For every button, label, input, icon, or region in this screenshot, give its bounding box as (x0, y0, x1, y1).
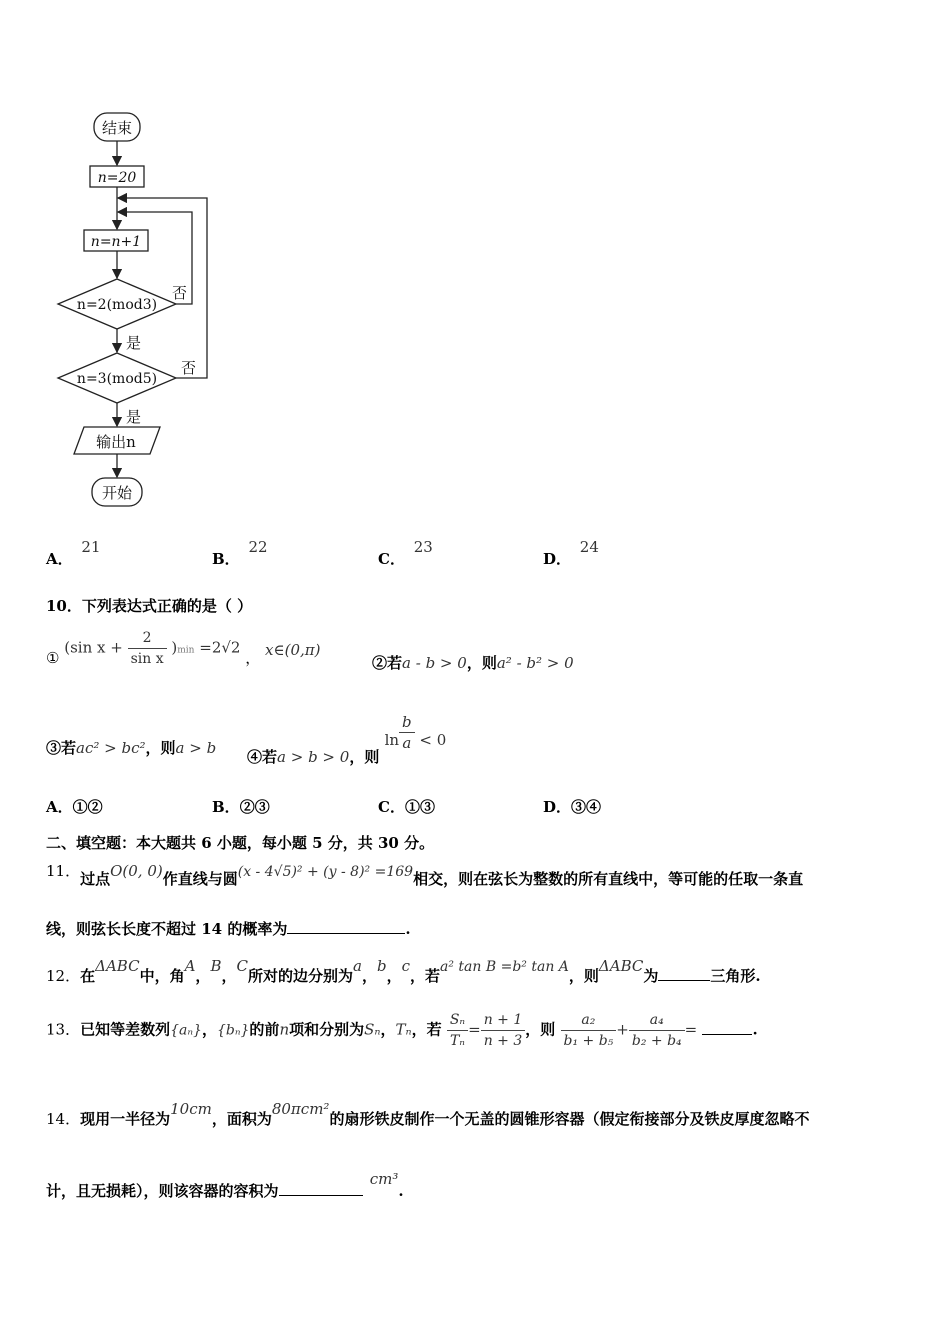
s2-pre: ②若 (372, 654, 403, 672)
q9-option-b (212, 538, 268, 569)
q14-line2 (46, 1168, 404, 1200)
s3-pre: ③若 (46, 739, 77, 757)
option-value: 22 (248, 538, 268, 556)
frac-num: n + 1 (481, 1010, 526, 1031)
option-value: ③④ (571, 798, 602, 816)
q11-point: O(0, 0) (110, 862, 163, 880)
s1-fraction (128, 628, 167, 669)
flow-output-label: 输出n (96, 433, 136, 451)
s4-num: b (399, 712, 415, 733)
s2-mid: ，则 (466, 654, 497, 672)
q11-end: . (405, 920, 411, 938)
q12-angle-c: C (236, 957, 248, 975)
q11-circle: (x - 4√5)² + (y - 8)² =169 (237, 864, 414, 880)
q14-text: ，面积为 (211, 1110, 272, 1128)
q13-sep: ， (201, 1020, 217, 1039)
q13-eq: = (684, 1020, 698, 1039)
q14-radius: 10cm (170, 1100, 212, 1118)
q12-sep: ， (221, 967, 237, 985)
q13-end: . (752, 1020, 758, 1039)
q12-side-b: b (376, 957, 387, 975)
flow-cond1-label: n=2(mod3) (76, 297, 158, 313)
q14-text: 计，且无损耗），则该容器的容积为 (46, 1182, 279, 1200)
q14-number: 14． (46, 1110, 81, 1128)
q12-sep: ， (386, 967, 402, 985)
q10-statement-1 (46, 628, 320, 678)
s1-min: min (177, 645, 195, 656)
q13-seq-b: {bₙ} (216, 1022, 250, 1039)
option-value: 21 (81, 538, 101, 556)
q13-sn: Sₙ (364, 1020, 381, 1039)
flow-cond2-label: n=3(mod5) (76, 371, 158, 387)
s1-num: 2 (128, 628, 167, 649)
q13-text: 的前 (249, 1020, 280, 1039)
q11-line2 (46, 918, 411, 939)
flow-incr-label: n=n+1 (90, 234, 142, 250)
flow-no2-label: 否 (181, 359, 197, 377)
frac-den: Tₙ (449, 1033, 465, 1049)
q10-statement-4 (247, 712, 447, 766)
s3-mid: ，则 (145, 739, 176, 757)
q12-side-a: a (352, 957, 362, 975)
s2-res: a² - b² > 0 (496, 654, 574, 672)
q11-text: 作直线与圆 (162, 870, 238, 888)
s3-cond: ac² > bc² (76, 739, 146, 757)
q10-stem: 10．下列表达式正确的是（ ） (46, 597, 253, 615)
frac-num: Sₙ (447, 1010, 468, 1031)
answer-blank[interactable] (702, 1020, 752, 1035)
q9-option-a (46, 538, 101, 569)
q13-frac-st (447, 1010, 468, 1051)
option-letter: C． (378, 550, 405, 568)
q13-seq-a: {aₙ} (170, 1022, 202, 1039)
option-value: ①③ (404, 798, 435, 816)
q13-text: 项和分别为 (289, 1020, 365, 1039)
s1-comma: ， (245, 648, 261, 667)
q12-text: ，若 (409, 967, 440, 985)
option-value: 23 (413, 538, 433, 556)
q10-statement-3 (46, 737, 216, 758)
q11-text: 过点 (80, 870, 111, 888)
option-letter: D． (543, 550, 572, 568)
q12-angle-b: B (210, 957, 222, 975)
option-letter: B． (212, 550, 240, 568)
q9-option-d (543, 538, 599, 569)
flow-no1-label: 否 (172, 284, 188, 302)
option-value: 24 (579, 538, 599, 556)
q12-sep: ， (195, 967, 211, 985)
q14-text: 现用一半径为 (80, 1110, 171, 1128)
q13-frac-a2 (561, 1010, 617, 1051)
q13-line (46, 1010, 758, 1051)
s4-rel: < 0 (414, 730, 447, 749)
s4-pre: ④若 (247, 747, 278, 766)
q12-line (46, 955, 761, 985)
q10-statement-2 (372, 652, 574, 673)
q12-text: 为 (643, 967, 659, 985)
section-heading: 二、填空题：本大题共 6 小题，每小题 5 分，共 30 分。 (46, 834, 435, 852)
s1-eq: =2√2 (199, 638, 241, 657)
option-value: ①② (72, 798, 103, 816)
option-letter: A． (46, 550, 73, 568)
q13-sep: ， (380, 1020, 396, 1039)
q12-triangle: ΔABC (95, 957, 140, 975)
q12-text: 三角形. (710, 967, 761, 985)
s1-mark: ① (46, 648, 60, 667)
q10-option-a (46, 796, 103, 817)
option-value: ②③ (239, 798, 270, 816)
option-letter: D． (543, 798, 572, 816)
q10-option-d (543, 796, 601, 817)
s1-domain: x∈(0,π) (265, 640, 321, 659)
flow-end-label: 结束 (101, 119, 133, 137)
flow-yes2-label: 是 (126, 408, 142, 426)
q12-text: 所对的边分别为 (247, 967, 353, 985)
q12-triangle-2: ΔABC (598, 957, 644, 975)
s4-ln: ln (384, 730, 400, 749)
q12-angle-a: A (184, 957, 196, 975)
q13-text: ，若 (411, 1020, 442, 1039)
q12-sep: ， (361, 967, 377, 985)
frac-num: a₄ (629, 1010, 685, 1031)
q13-text: 已知等差数列 (80, 1020, 171, 1039)
answer-blank[interactable] (287, 919, 405, 934)
q11-number: 11． (46, 862, 81, 880)
q14-area: 80πcm² (271, 1100, 330, 1118)
s1-post: ) (171, 638, 178, 657)
s3-res: a > b (175, 739, 217, 757)
s1-pre: (sin x + (64, 638, 128, 657)
q12-side-c: c (401, 957, 410, 975)
q11-line1 (46, 860, 804, 888)
option-letter: B． (212, 798, 240, 816)
q11-text: 线，则弦长长度不超过 14 的概率为 (46, 920, 288, 938)
q13-tn: Tₙ (395, 1020, 412, 1039)
flow-init-label: n=20 (97, 170, 137, 186)
flow-start-label: 开始 (101, 484, 133, 502)
q10-option-c (378, 796, 435, 817)
q14-line1 (46, 1098, 810, 1128)
option-letter: A． (46, 798, 73, 816)
q13-frac-n (481, 1010, 526, 1051)
flowchart (0, 0, 260, 520)
q14-text: 的扇形铁皮制作一个无盖的圆锥形容器（假定衔接部分及铁皮厚度忽略不 (329, 1110, 810, 1128)
q13-plus: + (616, 1020, 629, 1039)
frac-num: a₂ (561, 1010, 617, 1031)
q12-text: 在 (80, 967, 96, 985)
q13-frac-a4 (629, 1010, 685, 1051)
s1-den: sin x (130, 651, 164, 667)
frac-den: b₁ + b₅ (563, 1033, 614, 1049)
q13-eq: = (468, 1020, 481, 1039)
s4-mid: ，则 (349, 747, 380, 766)
q13-number: 13． (46, 1020, 81, 1039)
option-letter: C． (378, 798, 405, 816)
q11-text: 相交，则在弦长为整数的所有直线中，等可能的任取一条直 (413, 870, 804, 888)
s4-fraction (399, 712, 415, 753)
q13-text: ，则 (525, 1020, 556, 1039)
q14-end: . (398, 1182, 404, 1200)
q10-option-b (212, 796, 270, 817)
q13-n: n (279, 1020, 290, 1039)
q12-text: 中，角 (139, 967, 185, 985)
flow-yes1-label: 是 (126, 334, 142, 352)
q12-text: ，则 (568, 967, 599, 985)
answer-blank[interactable] (658, 966, 710, 981)
answer-blank[interactable] (279, 1181, 363, 1196)
frac-den: b₂ + b₄ (631, 1033, 682, 1049)
s4-cond: a > b > 0 (277, 747, 350, 766)
q14-unit: cm³ (369, 1170, 399, 1188)
q12-number: 12． (46, 967, 81, 985)
q12-equation: a² tan B =b² tan A (440, 959, 569, 975)
frac-den: n + 3 (483, 1033, 523, 1049)
s4-den: a (402, 734, 412, 752)
q9-option-c (378, 538, 433, 569)
s2-cond: a - b > 0 (402, 654, 467, 672)
